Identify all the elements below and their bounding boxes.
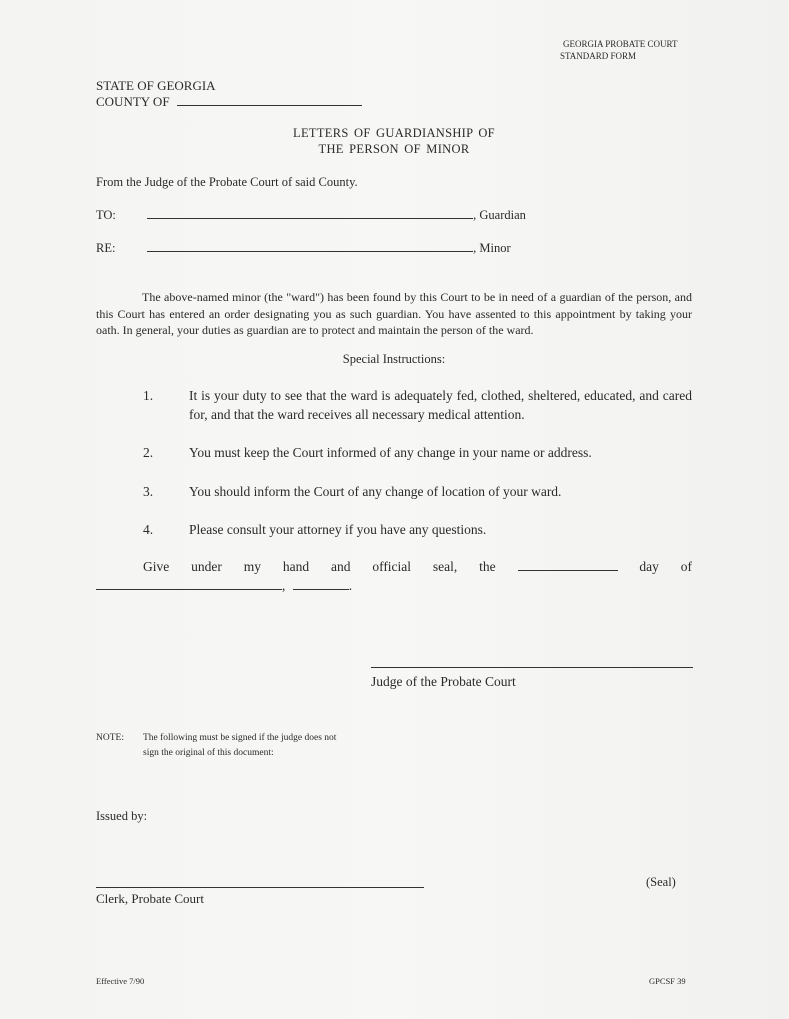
instruction-item xyxy=(143,386,692,424)
title-line2: THE PERSON OF MINOR xyxy=(318,142,470,156)
instruction-text: It is your duty to see that the ward is adequately fed, clothed, sheltered, educated, and cared for, and that the ward receives all necessary medical attention. xyxy=(189,388,692,422)
court-header-line1: GEORGIA PROBATE COURT xyxy=(563,39,678,49)
county-label: COUNTY OF xyxy=(96,94,170,109)
document-title xyxy=(96,125,692,157)
to-guardian-row xyxy=(96,207,526,223)
re-minor-row xyxy=(96,240,511,256)
month-blank[interactable] xyxy=(96,578,282,590)
given-under-hand-line xyxy=(143,559,692,575)
day-word: day xyxy=(639,559,659,574)
county-blank[interactable] xyxy=(177,94,362,106)
minor-name-blank[interactable] xyxy=(147,240,473,252)
re-label: RE: xyxy=(96,241,116,255)
give-word: my xyxy=(243,559,261,574)
court-header xyxy=(560,38,678,62)
give-word: Give xyxy=(143,559,170,574)
instruction-number: 4. xyxy=(143,522,154,537)
state-county-block xyxy=(96,78,362,110)
judge-signature-line[interactable] xyxy=(371,667,693,668)
county-line xyxy=(96,94,362,110)
form-number: GPCSF 39 xyxy=(649,976,686,986)
instruction-number: 3. xyxy=(143,484,154,499)
give-word: official xyxy=(372,559,412,574)
month-comma: , xyxy=(282,578,286,593)
special-instructions-heading: Special Instructions: xyxy=(342,352,446,366)
state-line: STATE OF GEORGIA xyxy=(96,78,216,93)
note-line2: sign the original of this document: xyxy=(143,748,274,758)
body-paragraph-text: The above-named minor (the "ward") has been found by this Court to be in need of a guardian of the person, and this Court has entered an order designating you as such guardian. You have assented to this appointment by taking your oath. In general, your duties as guardian are to protect and maintain the person of the ward. xyxy=(96,290,692,337)
give-word: under xyxy=(191,559,222,574)
instruction-item xyxy=(143,482,692,501)
effective-date: Effective 7/90 xyxy=(96,976,145,986)
seal-label: (Seal) xyxy=(646,875,676,889)
court-header-line2: STANDARD FORM xyxy=(560,51,637,61)
of-word: of xyxy=(680,559,692,574)
to-label: TO: xyxy=(96,208,116,222)
judge-signature-label: Judge of the Probate Court xyxy=(371,674,516,689)
instruction-item xyxy=(143,443,692,462)
instruction-number: 2. xyxy=(143,445,154,460)
note-line1: The following must be signed if the judge does not xyxy=(143,733,337,743)
instruction-text: You must keep the Court informed of any change in your name or address. xyxy=(189,445,592,460)
give-word: hand xyxy=(282,559,310,574)
instruction-item xyxy=(143,520,692,539)
year-blank[interactable] xyxy=(293,578,349,590)
instruction-text: You should inform the Court of any change of location of your ward. xyxy=(189,484,562,499)
give-word: and xyxy=(330,559,351,574)
clerk-label: Clerk, Probate Court xyxy=(96,891,204,906)
minor-suffix: , Minor xyxy=(473,241,511,255)
guardian-name-blank[interactable] xyxy=(147,207,473,219)
day-blank[interactable] xyxy=(518,559,618,571)
instruction-number: 1. xyxy=(143,388,154,403)
note-label: NOTE: xyxy=(96,733,124,743)
body-paragraph xyxy=(96,289,692,339)
instruction-text: Please consult your attorney if you have any questions. xyxy=(189,522,487,537)
title-line1: LETTERS OF GUARDIANSHIP OF xyxy=(293,126,495,140)
month-year-line xyxy=(96,578,352,594)
guardian-suffix: , Guardian xyxy=(473,208,526,222)
note-block xyxy=(96,731,336,761)
year-period: . xyxy=(348,578,353,593)
give-word: seal, xyxy=(432,559,458,574)
give-word: the xyxy=(479,559,496,574)
from-judge-line: From the Judge of the Probate Court of said County. xyxy=(96,175,358,189)
clerk-signature-line[interactable] xyxy=(96,887,424,888)
issued-by-label: Issued by: xyxy=(96,809,148,823)
